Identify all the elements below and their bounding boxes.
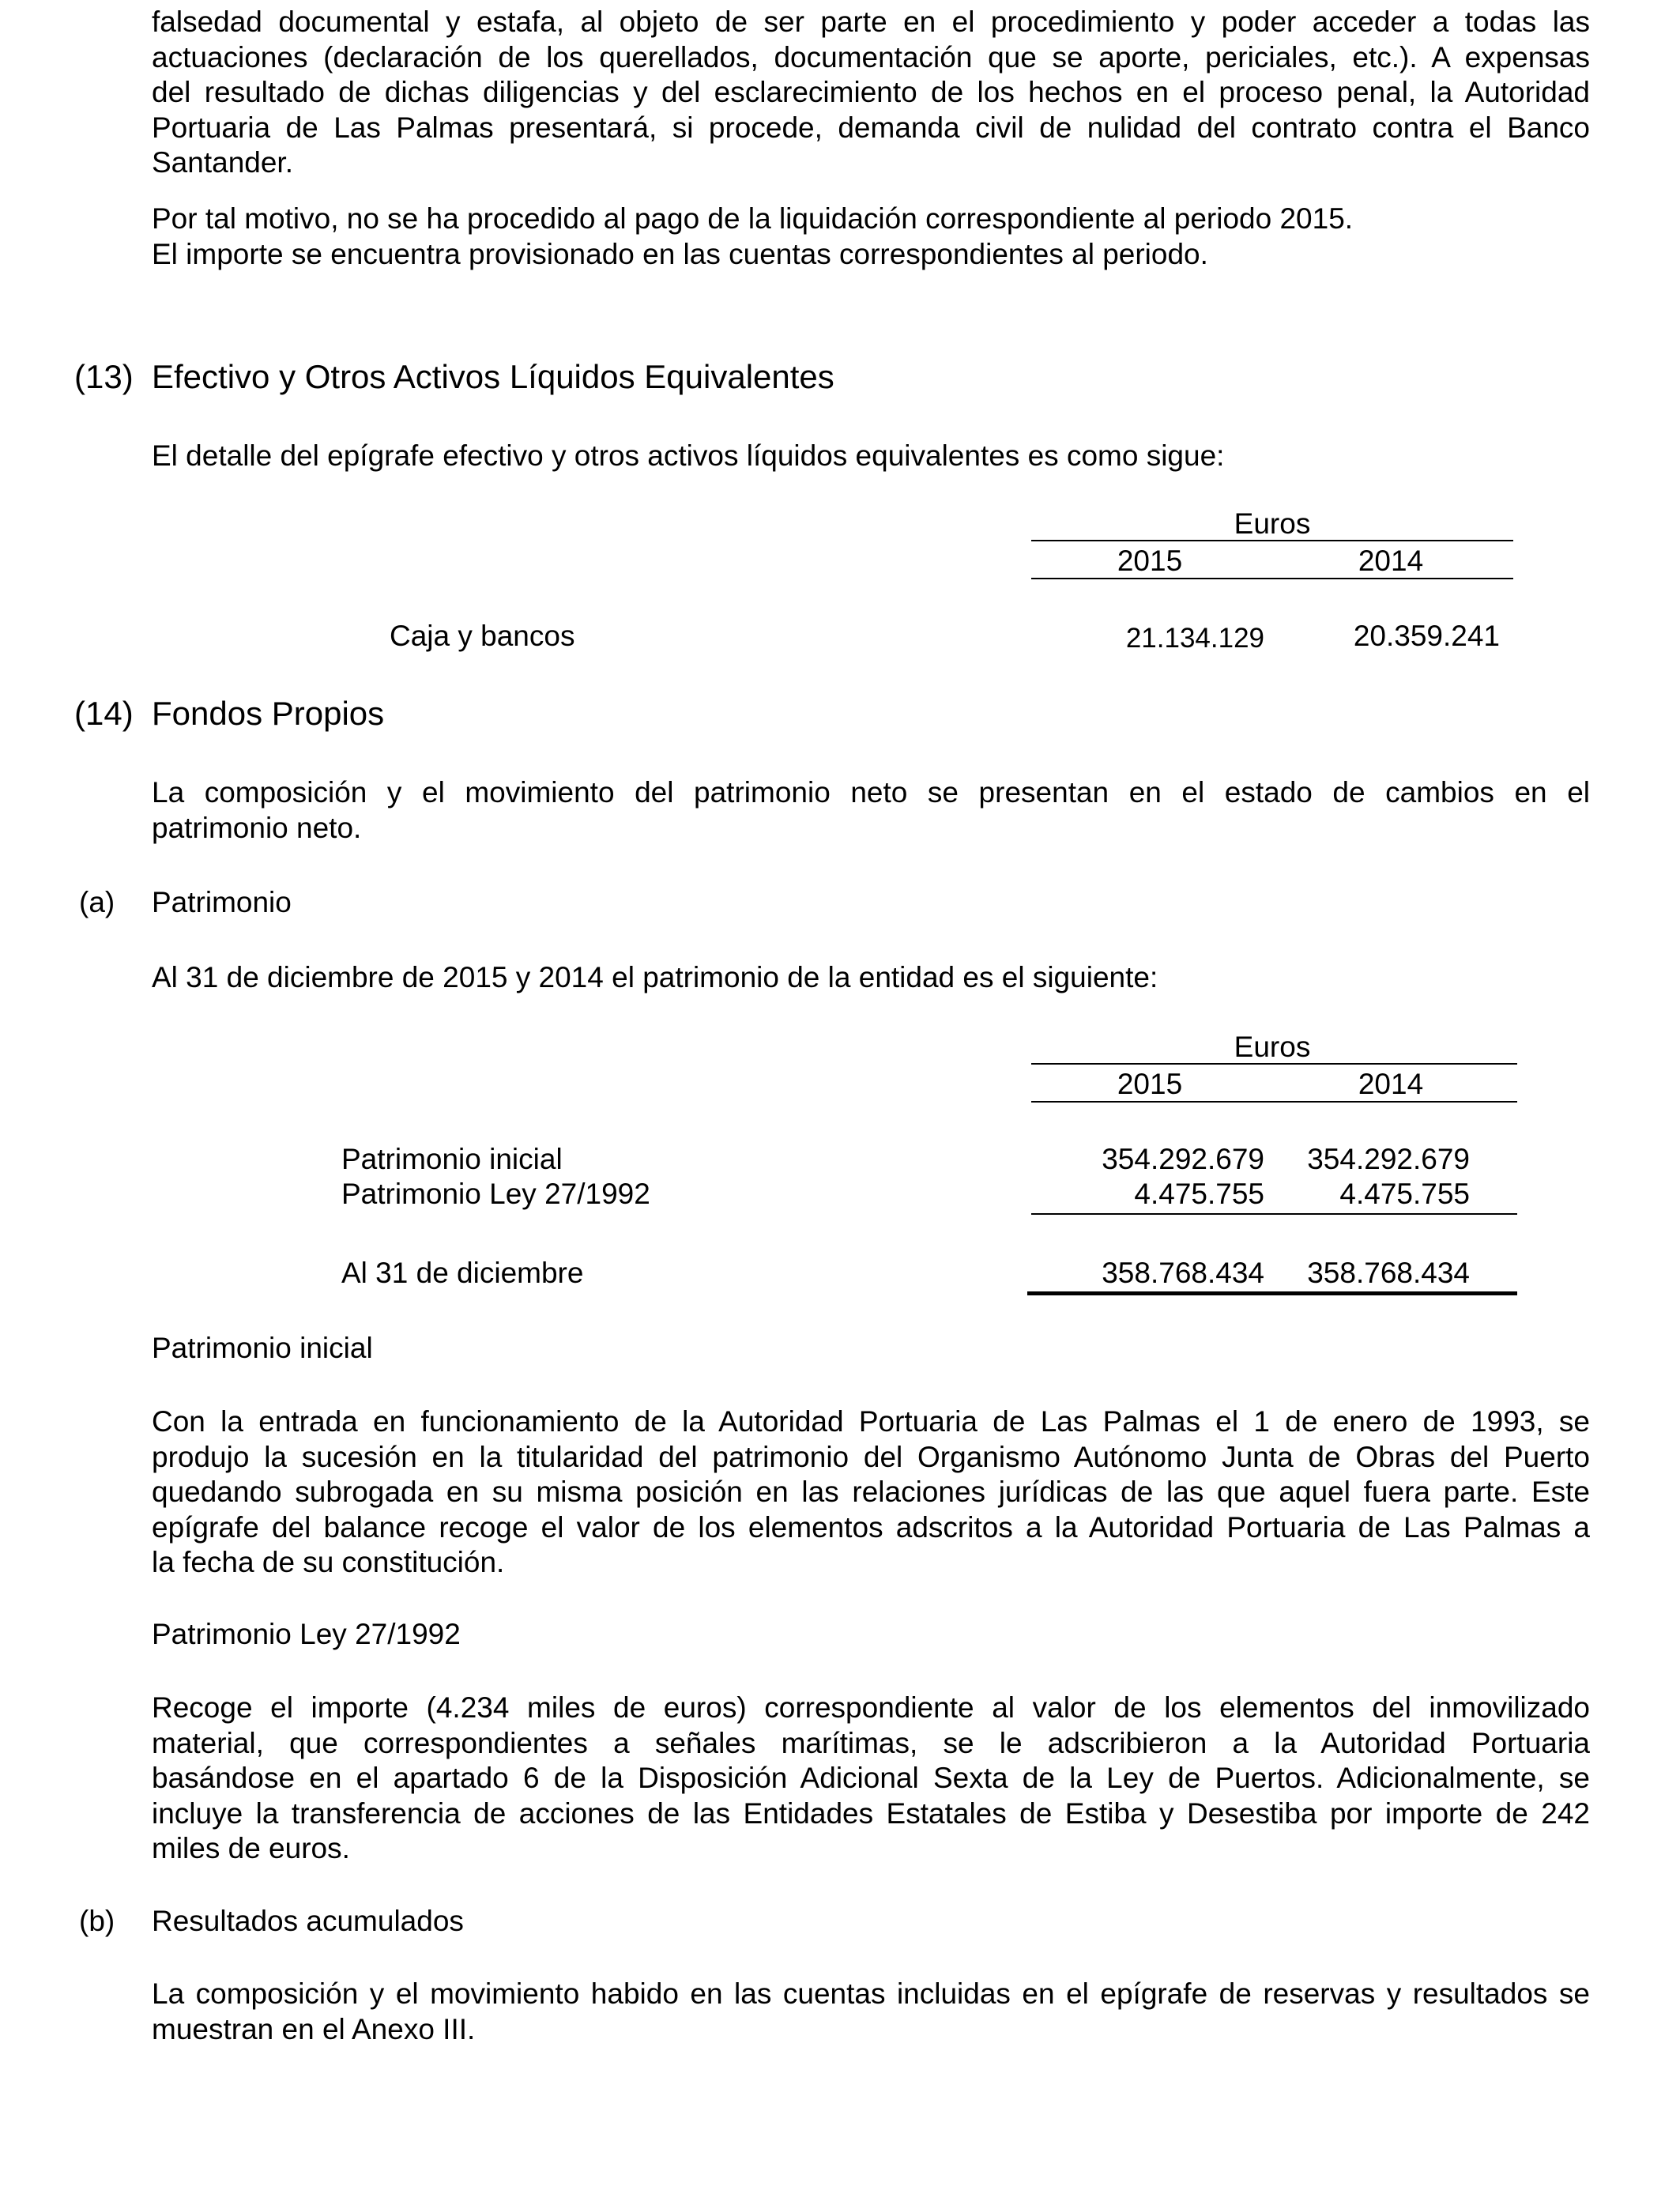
paragraph-line: la fecha de su constitución.: [152, 1546, 505, 1578]
subsection-a-heading: [79, 885, 711, 920]
section-number: (14): [74, 695, 134, 732]
subtotal-rule: [1031, 1213, 1517, 1215]
paragraph-line: basándose en el apartado 6 de la Disposición Adicional Sexta de la Ley de Puertos. Adicionalmente, se: [152, 1762, 1590, 1794]
paragraph-line: El detalle del epígrafe efectivo y otros activos líquidos equivalentes es como sigue:: [152, 439, 1225, 472]
paragraph-line: Portuaria de Las Palmas presentará, si procede, demanda civil de nulidad del contrato contra el Banco: [152, 111, 1590, 144]
section-14-heading: [74, 694, 1023, 733]
paragraph-line: actuaciones (declaración de los querellados, documentación que se aporte, periciales, etc.). A expensas: [152, 40, 1590, 74]
paragraph-line: El importe se encuentra provisionado en las cuentas correspondientes al periodo.: [152, 237, 1208, 270]
subsection-a-intro: [152, 960, 1590, 996]
subsection-b-paragraph: [152, 1977, 1590, 2047]
value-2015: 4.475.755: [1134, 1178, 1264, 1210]
paragraph-line: del resultado de dichas diligencias y del esclarecimiento de los hechos en el proceso penal, la Autoridad: [152, 76, 1590, 108]
total-label: Al 31 de diciembre: [341, 1257, 584, 1289]
value-2015: 354.292.679: [1102, 1143, 1264, 1175]
intro-note: [152, 202, 1590, 272]
column-header-2015: 2015: [1117, 1068, 1183, 1100]
paragraph-line: Santander.: [152, 146, 293, 179]
row-label: Caja y bancos: [390, 620, 575, 652]
paragraph-line: Por tal motivo, no se ha procedido al pago de la liquidación correspondiente al periodo 2015.: [152, 202, 1354, 235]
paragraph-line: quedando subrogada en su misma posición en las relaciones jurídicas de las que aquel fuera parte. Este: [152, 1476, 1590, 1508]
paragraph-line: Con la entrada en funcionamiento de la Autoridad Portuaria de Las Palmas el 1 de enero de 1993, se: [152, 1405, 1590, 1438]
value-2015: 21.134.129: [1125, 623, 1264, 654]
column-header-2014: 2014: [1358, 545, 1424, 577]
paragraph-line: incluye la transferencia de acciones de las Entidades Estatales de Estiba y Desestiba por importe de 242: [152, 1796, 1590, 1830]
patrimonio-ley-heading: Patrimonio Ley 27/1992: [152, 1618, 461, 1650]
header-rule: [1031, 1101, 1517, 1103]
total-rule: [1027, 1291, 1517, 1295]
section-title: Fondos Propios: [152, 695, 385, 732]
paragraph-line: material, que correspondientes a señales marítimas, se le adscribieron a la Autoridad Portuaria: [152, 1726, 1590, 1759]
value-2014: 354.292.679: [1307, 1143, 1470, 1175]
total-2015: 358.768.434: [1102, 1257, 1264, 1289]
patrimonio-inicial-heading: Patrimonio inicial: [152, 1332, 373, 1364]
subsection-number: (a): [79, 886, 115, 918]
section-number: (13): [74, 358, 134, 395]
subsection-b-heading: [79, 1904, 790, 1939]
unit-header: Euros: [1234, 507, 1311, 540]
paragraph-line: La composición y el movimiento habido en las cuentas incluidas en el epígrafe de reservas y resultados se: [152, 1977, 1590, 2010]
section-13-intro: [152, 439, 1590, 474]
patrimonio-ley-paragraph: [152, 1691, 1590, 1867]
intro-paragraph: [152, 5, 1590, 181]
subsection-number: (b): [79, 1905, 115, 1937]
header-rule: [1031, 578, 1513, 579]
paragraph-line: Recoge el importe (4.234 miles de euros) correspondiente al valor de los elementos del inmovilizado: [152, 1691, 1590, 1724]
column-header-2014: 2014: [1358, 1068, 1424, 1100]
paragraph-line: muestran en el Anexo III.: [152, 2012, 476, 2045]
subsection-title: Patrimonio: [152, 886, 292, 918]
total-2014: 358.768.434: [1307, 1257, 1470, 1289]
section-14-intro: [152, 775, 1590, 846]
header-rule: [1031, 1063, 1517, 1065]
paragraph-line: Al 31 de diciembre de 2015 y 2014 el patrimonio de la entidad es el siguiente:: [152, 961, 1158, 993]
unit-header: Euros: [1234, 1031, 1311, 1063]
column-header-2015: 2015: [1117, 545, 1183, 577]
row-label: Patrimonio Ley 27/1992: [341, 1178, 650, 1210]
row-label: Patrimonio inicial: [341, 1143, 563, 1175]
patrimonio-inicial-paragraph: [152, 1404, 1590, 1581]
subsection-title: Resultados acumulados: [152, 1905, 464, 1937]
paragraph-line: falsedad documental y estafa, al objeto de ser parte en el procedimiento y poder acceder a todas las: [152, 6, 1590, 38]
value-2014: 4.475.755: [1339, 1178, 1470, 1210]
paragraph-line: epígrafe del balance recoge el valor de los elementos adscritos a la Autoridad Portuaria de Las Palmas a: [152, 1510, 1590, 1544]
paragraph-line: patrimonio neto.: [152, 811, 362, 844]
section-13-heading: [74, 357, 1023, 397]
paragraph-line: produjo la sucesión en la titularidad del patrimonio del Organismo Autónomo Junta de Obras del Puerto: [152, 1440, 1590, 1473]
section-title: Efectivo y Otros Activos Líquidos Equivalentes: [152, 358, 834, 395]
value-2014: 20.359.241: [1353, 620, 1500, 652]
paragraph-line: miles de euros.: [152, 1832, 350, 1864]
paragraph-line: La composición y el movimiento del patrimonio neto se presentan en el estado de cambios en el: [152, 776, 1590, 809]
header-rule: [1031, 540, 1513, 541]
